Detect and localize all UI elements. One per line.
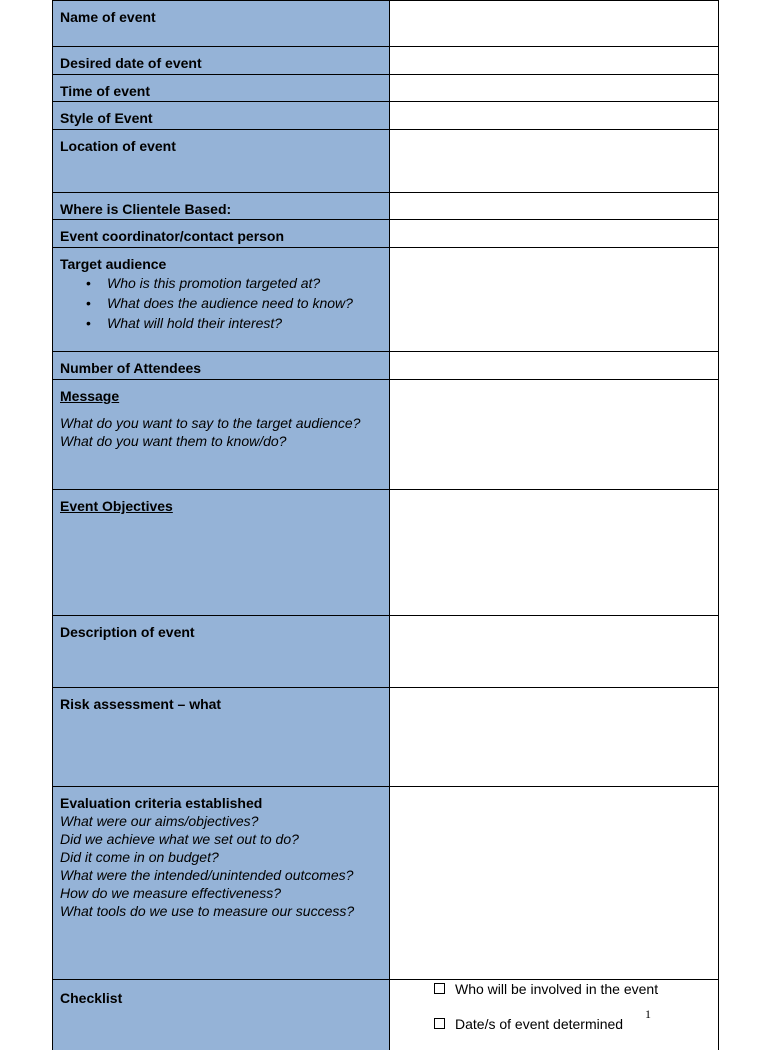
label-cell: [53, 616, 390, 687]
name-of-event-field[interactable]: [390, 1, 718, 46]
label-cell: [53, 130, 390, 192]
row-location: [53, 130, 718, 193]
target-audience-bullets: [60, 273, 383, 333]
name-of-event-label: Name of event: [60, 9, 156, 25]
row-name-of-event: [53, 0, 718, 47]
bullet-item: • Who is this promotion targeted at?: [86, 273, 383, 293]
label-cell: [53, 248, 390, 351]
time-field[interactable]: [390, 75, 718, 101]
row-evaluation: [53, 787, 718, 980]
page-number: 1: [645, 1007, 651, 1021]
attendees-label: Number of Attendees: [60, 360, 202, 376]
row-desired-date: [53, 47, 718, 75]
checklist-label: Checklist: [60, 990, 123, 1006]
target-audience-field[interactable]: [390, 248, 718, 351]
evaluation-question: How do we measure effectiveness?: [60, 885, 281, 901]
evaluation-field[interactable]: [390, 787, 718, 979]
message-question: What do you want them to know/do?: [60, 433, 287, 449]
attendees-field[interactable]: [390, 352, 718, 379]
checkbox-icon[interactable]: [434, 983, 445, 994]
style-label: Style of Event: [60, 110, 153, 126]
label-cell: [53, 1, 390, 46]
bullet-item: • What will hold their interest?: [86, 313, 383, 333]
checklist-field: [390, 980, 718, 1050]
event-planning-form: [52, 0, 719, 1050]
label-cell: [53, 75, 390, 101]
label-cell: [53, 787, 390, 979]
evaluation-question: What were the intended/unintended outcomes?: [60, 867, 354, 883]
evaluation-question: What were our aims/objectives?: [60, 813, 259, 829]
label-cell: [53, 980, 390, 1050]
evaluation-label: Evaluation criteria established: [60, 795, 263, 811]
row-style: [53, 102, 718, 130]
evaluation-question: Did it come in on budget?: [60, 849, 219, 865]
row-objectives: [53, 490, 718, 616]
row-coordinator: [53, 220, 718, 248]
row-time: [53, 75, 718, 102]
label-cell: [53, 688, 390, 786]
desired-date-label: Desired date of event: [60, 55, 202, 71]
evaluation-question: Did we achieve what we set out to do?: [60, 831, 299, 847]
checklist-item-label: Date/s of event determined: [455, 1016, 624, 1032]
description-field[interactable]: [390, 616, 718, 687]
row-risk: [53, 688, 718, 787]
label-cell: [53, 352, 390, 379]
evaluation-question: What tools do we use to measure our success?: [60, 903, 355, 919]
message-label: Message: [60, 388, 120, 404]
row-message: [53, 380, 718, 490]
message-question: What do you want to say to the target audience?: [60, 415, 361, 431]
row-target-audience: [53, 248, 718, 352]
row-clientele: [53, 193, 718, 220]
label-cell: [53, 380, 390, 489]
style-field[interactable]: [390, 102, 718, 129]
risk-field[interactable]: [390, 688, 718, 786]
checklist-item[interactable]: [434, 981, 658, 998]
target-audience-label: Target audience: [60, 256, 167, 272]
coordinator-field[interactable]: [390, 220, 718, 247]
checklist-item-label: Who will be involved in the event: [455, 981, 659, 997]
clientele-field[interactable]: [390, 193, 718, 219]
label-cell: [53, 220, 390, 247]
label-cell: [53, 193, 390, 219]
label-cell: [53, 102, 390, 129]
risk-label: Risk assessment – what: [60, 696, 222, 712]
row-checklist: [53, 980, 718, 1050]
coordinator-label: Event coordinator/contact person: [60, 228, 285, 244]
location-label: Location of event: [60, 138, 176, 154]
label-cell: [53, 47, 390, 74]
description-label: Description of event: [60, 624, 195, 640]
label-cell: [53, 490, 390, 615]
row-attendees: [53, 352, 718, 380]
clientele-label: Where is Clientele Based:: [60, 201, 232, 217]
row-description: [53, 616, 718, 688]
location-field[interactable]: [390, 130, 718, 192]
desired-date-field[interactable]: [390, 47, 718, 74]
bullet-item: • What does the audience need to know?: [86, 293, 383, 313]
objectives-label: Event Objectives: [60, 498, 173, 514]
time-label: Time of event: [60, 83, 150, 99]
message-field[interactable]: [390, 380, 718, 489]
objectives-field[interactable]: [390, 490, 718, 615]
checklist-item[interactable]: [434, 1016, 623, 1033]
